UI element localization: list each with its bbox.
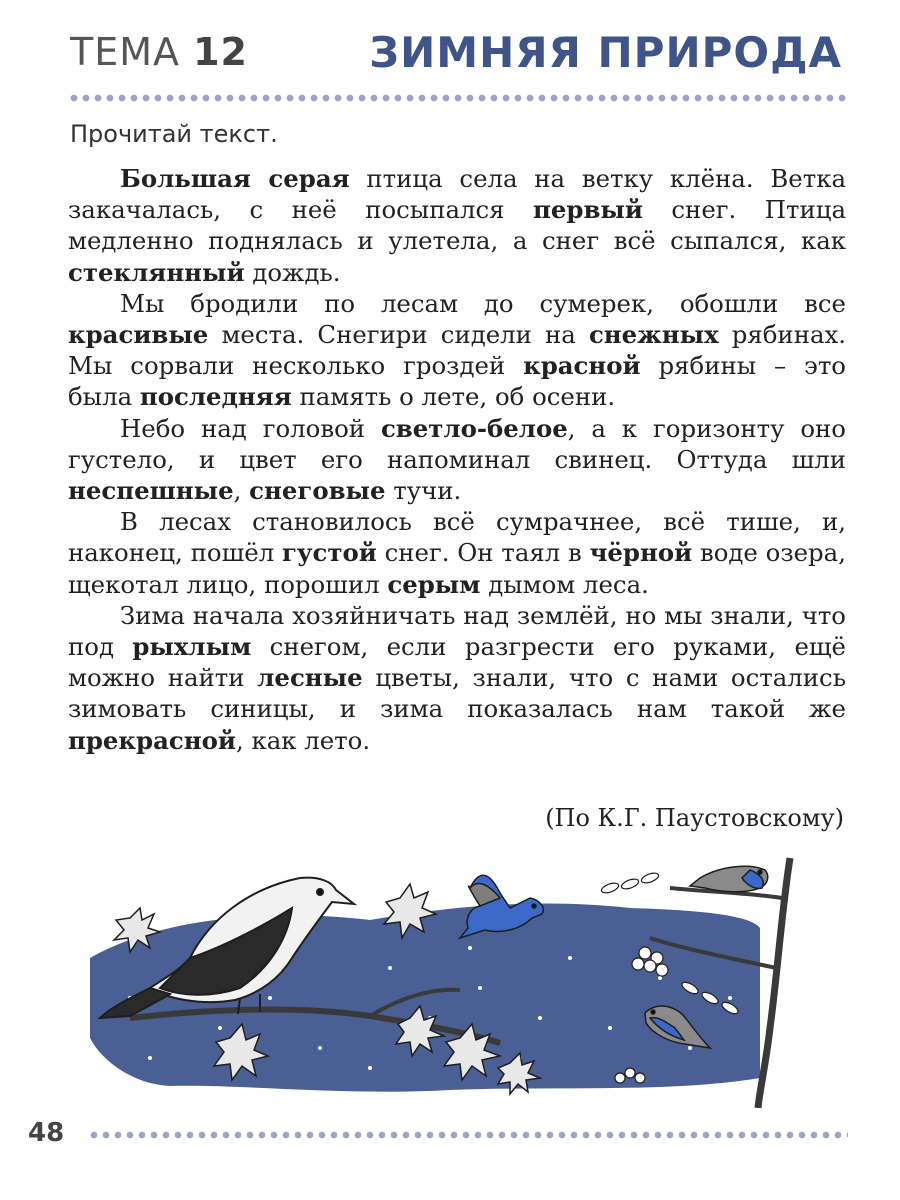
bold-word: снежных (588, 320, 719, 350)
text-run: снег. Он таял в (376, 538, 590, 568)
text-run: рябины – это была (68, 351, 846, 412)
text-run: птица села на ветку клёна. Ветка закачалась, с неё посыпался (68, 164, 847, 225)
bold-word: чёрной (589, 538, 693, 568)
text-run: , а к горизонту оно густело, и цвет его напоминал свинец. Оттуда шли (68, 413, 846, 474)
bold-word: красной (523, 351, 641, 381)
text-run: тучи. (385, 476, 462, 506)
text-run: , как лето. (235, 725, 371, 755)
bullfinch-top (690, 866, 768, 892)
paragraph (68, 288, 846, 413)
text-run: Мы бродили по лесам до сумерек, обошли все (120, 288, 846, 318)
bold-word: стеклянный (68, 257, 245, 287)
text-run: места. Снегири сидели на (208, 320, 589, 350)
page-title: ЗИМНЯЯ ПРИРОДА (369, 28, 842, 77)
bold-word: густой (281, 538, 377, 568)
bold-word: снеговые (249, 476, 386, 506)
text-run: дождь. (244, 257, 341, 287)
bottom-dotted-divider (88, 1130, 848, 1140)
bold-word: рыхлым (132, 632, 252, 662)
reading-text (68, 163, 846, 756)
bold-word: серым (387, 569, 481, 599)
bold-word: неспешные (68, 476, 234, 506)
attribution: (По К.Г. Паустовскому) (545, 804, 844, 832)
text-run: цветы, знали, что с нами остались зимовать синицы, и зима показалась нам такой же (68, 663, 846, 724)
winter-illustration (70, 848, 860, 1108)
paragraph (68, 600, 846, 756)
topic-number: 12 (193, 30, 248, 74)
instruction: Прочитай текст. (70, 120, 278, 148)
topic-header (70, 30, 248, 74)
text-run: память о лете, об осени. (291, 382, 616, 412)
paragraph (68, 413, 846, 507)
text-run: рябинах. Мы сорвали несколько гроздей (68, 320, 846, 381)
bold-word: красивые (68, 320, 209, 350)
page-number: 48 (28, 1118, 65, 1148)
text-run: Небо над головой (120, 413, 381, 443)
text-run: дымом леса. (480, 569, 649, 599)
paragraph (68, 163, 846, 288)
text-run: , (233, 476, 250, 506)
bold-word: лесные (257, 663, 363, 693)
text-run: снег. Птица медленно поднялась и улетела, а снег всё сыпался, как (68, 195, 846, 256)
bold-word: светло-белое (380, 413, 568, 443)
text-run: В лесах становилось всё сумрачнее, всё тише, и, наконец, пошёл (68, 507, 846, 568)
topic-label: ТЕМА (70, 30, 181, 74)
bold-word: последняя (139, 382, 292, 412)
bold-word: первый (533, 195, 643, 225)
text-run: воде озера, щекотал лицо, порошил (68, 538, 846, 599)
bold-word: прекрасной (68, 725, 236, 755)
text-run: снегом, если разгрести его руками, ещё можно найти (68, 632, 846, 693)
paragraph (68, 506, 846, 600)
top-dotted-divider (68, 93, 850, 103)
text-run: Зима начала хозяйничать над землёй, но мы знали, что под (68, 600, 846, 662)
bold-word: Большая серая (120, 164, 350, 193)
